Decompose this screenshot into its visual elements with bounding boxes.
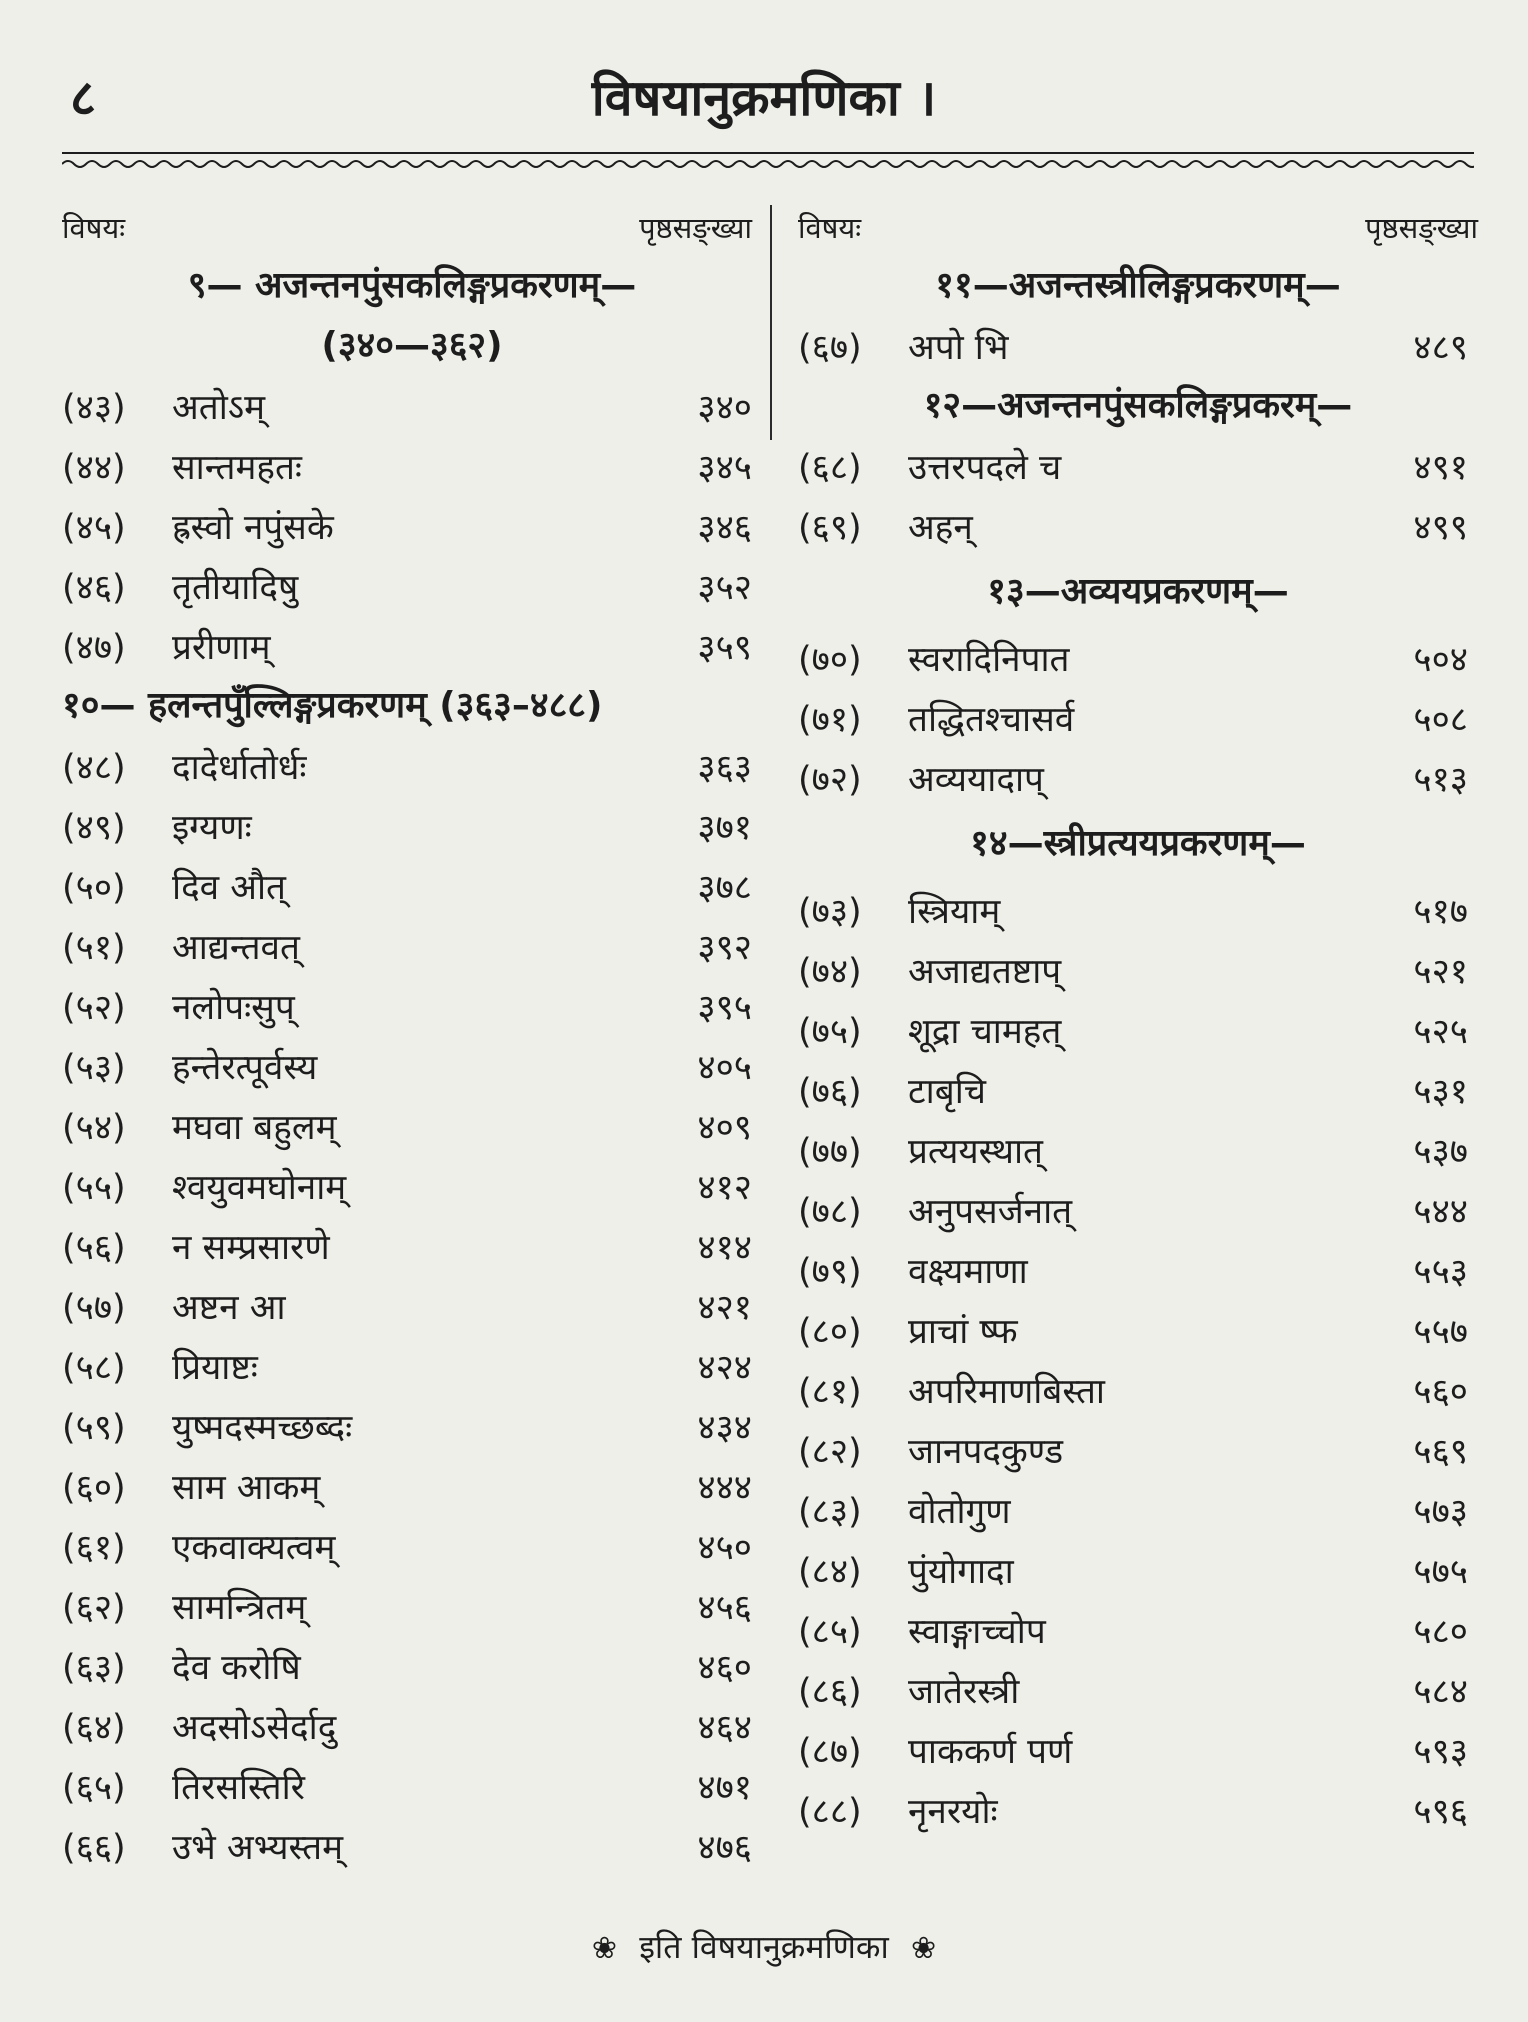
entry-title: उत्तरपदले च: [908, 447, 1062, 488]
entry-page: ४६०: [697, 1647, 752, 1688]
list-item: [798, 1060, 1478, 1120]
entry-number: (८८): [798, 1791, 862, 1832]
entry-title: प्रियाष्टः: [172, 1347, 258, 1388]
entry-title: अनुपसर्जनात्: [908, 1191, 1073, 1232]
entry-number: (७६): [798, 1071, 862, 1112]
entry-page: ५५७: [1413, 1311, 1468, 1352]
list-item: [62, 376, 762, 436]
entry-title: मघवा बहुलम्: [172, 1107, 337, 1148]
entry-title: दिव औत्: [172, 867, 286, 908]
entry-list: [798, 628, 1478, 808]
entry-number: (५५): [62, 1167, 126, 1208]
entry-title: प्ररीणाम्: [172, 627, 271, 668]
list-item: [62, 1516, 762, 1576]
entry-number: (५०): [62, 867, 126, 908]
entry-title: जानपदकुण्ड: [908, 1431, 1064, 1472]
entry-title: सामन्त्रितम्: [172, 1587, 307, 1628]
entry-number: (६९): [798, 507, 862, 548]
flower-ornament-icon: ❀: [591, 1931, 618, 1966]
list-item: [798, 1300, 1478, 1360]
entry-page: ४५०: [697, 1527, 752, 1568]
entry-title: अदसोऽसेर्दादु: [172, 1707, 337, 1748]
entry-page: ३४६: [697, 507, 752, 548]
list-item: [798, 628, 1478, 688]
entry-page: ३५९: [697, 627, 752, 668]
footer: [0, 1925, 1528, 1968]
entry-title: अपो भि: [908, 327, 1009, 368]
list-item: [798, 1180, 1478, 1240]
list-item: [62, 1816, 762, 1876]
section-heading: १२—अजन्तनपुंसकलिङ्गप्रकरम्—: [923, 385, 1353, 426]
entry-page: ५६०: [1413, 1371, 1468, 1412]
entry-page: ५४४: [1413, 1191, 1468, 1232]
entry-number: (७१): [798, 699, 862, 740]
entry-number: (७८): [798, 1191, 862, 1232]
list-item: [798, 1000, 1478, 1060]
list-item: [62, 1036, 762, 1096]
list-item: [798, 1480, 1478, 1540]
entry-page: ५३१: [1413, 1071, 1468, 1112]
entry-number: (७७): [798, 1131, 862, 1172]
list-item: [62, 736, 762, 796]
entry-number: (६८): [798, 447, 862, 488]
entry-page: ४२४: [697, 1347, 752, 1388]
section-heading: १३—अव्ययप्रकरणम्—: [987, 571, 1289, 612]
entry-number: (४६): [62, 567, 126, 608]
entry-number: (७२): [798, 759, 862, 800]
entry-title: एकवाक्यत्वम्: [172, 1527, 336, 1568]
entry-page: ४३४: [697, 1407, 752, 1448]
entry-number: (५८): [62, 1347, 126, 1388]
section-heading: ११—अजन्तस्त्रीलिङ्गप्रकरणम्—: [935, 265, 1341, 306]
entry-page: ३५२: [697, 567, 752, 608]
entry-number: (६४): [62, 1707, 126, 1748]
list-item: [798, 436, 1478, 496]
entry-title: तिरसस्तिरि: [172, 1767, 306, 1808]
list-item: [62, 1576, 762, 1636]
list-item: [798, 1120, 1478, 1180]
entry-page: ४४४: [697, 1467, 752, 1508]
list-item: [62, 1336, 762, 1396]
entry-title: आद्यन्तवत्: [172, 927, 300, 968]
entry-page: ५३७: [1413, 1131, 1468, 1172]
entry-number: (८२): [798, 1431, 862, 1472]
entry-page: ५९३: [1413, 1731, 1468, 1772]
list-item: [798, 748, 1478, 808]
entry-title: अष्टन आ: [172, 1287, 286, 1328]
list-item: [798, 1600, 1478, 1660]
list-item: [62, 1216, 762, 1276]
entry-number: (५४): [62, 1107, 126, 1148]
entry-list: [798, 436, 1478, 556]
entry-page: ३९५: [697, 987, 752, 1028]
column-divider: [770, 205, 772, 440]
entry-list: [62, 736, 762, 1876]
entry-title: सान्तमहतः: [172, 447, 302, 488]
page-number: ८: [70, 69, 96, 127]
entry-page: ५०८: [1413, 699, 1468, 740]
entry-number: (८४): [798, 1551, 862, 1592]
list-item: [62, 616, 762, 676]
entry-page: ३९२: [697, 927, 752, 968]
left-column: [62, 200, 762, 1876]
entry-list: [798, 880, 1478, 1840]
entry-number: (६१): [62, 1527, 126, 1568]
entry-title: वक्ष्यमाणा: [908, 1251, 1028, 1292]
entry-page: ३४५: [697, 447, 752, 488]
right-column: [798, 200, 1478, 1840]
entry-number: (८७): [798, 1731, 862, 1772]
entry-page: ३४०: [697, 387, 752, 428]
list-item: [798, 1720, 1478, 1780]
entry-title: इग्यणः: [172, 807, 252, 848]
entry-page: ५१७: [1413, 891, 1468, 932]
list-item: [62, 1096, 762, 1156]
entry-number: (८५): [798, 1611, 862, 1652]
section-heading: १४—स्त्रीप्रत्ययप्रकरणम्—: [970, 823, 1306, 864]
entry-title: स्वाङ्गाच्चोप: [908, 1611, 1046, 1652]
entry-title: पुंयोगादा: [908, 1551, 1014, 1592]
list-item: [798, 880, 1478, 940]
list-item: [798, 688, 1478, 748]
entry-number: (४८): [62, 747, 126, 788]
entry-page: ४९९: [1413, 507, 1468, 548]
entry-number: (४५): [62, 507, 126, 548]
list-item: [62, 1396, 762, 1456]
entry-title: युष्मदस्मच्छब्दः: [172, 1407, 353, 1448]
entry-title: वोतोगुण: [908, 1491, 1011, 1532]
entry-number: (७९): [798, 1251, 862, 1292]
entry-number: (८३): [798, 1491, 862, 1532]
entry-title: अतोऽम्: [172, 387, 266, 428]
left-column-header: [62, 200, 762, 256]
entry-page: ५२१: [1413, 951, 1468, 992]
right-column-header: [798, 200, 1478, 256]
list-item: [62, 1756, 762, 1816]
entry-number: (८०): [798, 1311, 862, 1352]
entry-number: (४९): [62, 807, 126, 848]
entry-page: ४२१: [697, 1287, 752, 1328]
entry-page: ५७३: [1413, 1491, 1468, 1532]
list-item: [798, 1420, 1478, 1480]
list-item: [798, 1660, 1478, 1720]
entry-page: ४६४: [697, 1707, 752, 1748]
entry-number: (४४): [62, 447, 126, 488]
list-item: [62, 796, 762, 856]
entry-page: ५८४: [1413, 1671, 1468, 1712]
entry-title: अहन्: [908, 507, 973, 548]
list-item: [62, 1156, 762, 1216]
entry-number: (५६): [62, 1227, 126, 1268]
entry-title: प्रत्ययस्थात्: [908, 1131, 1043, 1172]
entry-page: ३७८: [697, 867, 752, 908]
entry-list: [62, 376, 762, 676]
list-item: [798, 316, 1478, 376]
entry-number: (६६): [62, 1827, 126, 1868]
entry-title: नृनरयोः: [908, 1791, 998, 1832]
entry-number: (६३): [62, 1647, 126, 1688]
entry-number: (८१): [798, 1371, 862, 1412]
entry-title: तद्धितश्चासर्व: [908, 699, 1075, 740]
list-item: [62, 1276, 762, 1336]
footer-text: इति विषयानुक्रमणिका: [639, 1928, 889, 1966]
entry-page: ४५६: [697, 1587, 752, 1628]
entry-number: (५७): [62, 1287, 126, 1328]
entry-title: श्वयुवमघोनाम्: [172, 1167, 347, 1208]
entry-number: (५१): [62, 927, 126, 968]
entry-title: पाककर्ण पर्ण: [908, 1731, 1073, 1772]
entry-title: जातेरस्त्री: [908, 1671, 1020, 1712]
entry-number: (७४): [798, 951, 862, 992]
section-heading: १०— हलन्तपुँल्लिङ्गप्रकरणम् (३६३–४८८): [62, 685, 603, 726]
entry-title: न सम्प्रसारणे: [172, 1227, 330, 1268]
entry-title: स्त्रियाम्: [908, 891, 1001, 932]
page-count-header: पृष्ठसङ्ख्या: [639, 211, 752, 245]
entry-page: ५९६: [1413, 1791, 1468, 1832]
entry-page: ३६३: [697, 747, 752, 788]
entry-title: साम आकम्: [172, 1467, 321, 1508]
entry-page: ५०४: [1413, 639, 1468, 680]
entry-page: ४०५: [697, 1047, 752, 1088]
entry-page: ४१४: [697, 1227, 752, 1268]
entry-number: (७०): [798, 639, 862, 680]
entry-number: (५३): [62, 1047, 126, 1088]
entry-title: प्राचां ष्फ: [908, 1311, 1018, 1352]
section-page-range: (३४०—३६२): [321, 325, 503, 366]
entry-title: शूद्रा चामहत्: [908, 1011, 1062, 1052]
entry-page: ५५३: [1413, 1251, 1468, 1292]
entry-title: ह्रस्वो नपुंसके: [172, 507, 334, 548]
list-item: [62, 856, 762, 916]
page-title: विषयानुक्रमणिका ।: [591, 69, 937, 127]
entry-number: (६७): [798, 327, 862, 368]
list-item: [62, 556, 762, 616]
list-item: [62, 1456, 762, 1516]
entry-title: देव करोषि: [172, 1647, 301, 1688]
page-count-header: पृष्ठसङ्ख्या: [1365, 211, 1478, 245]
entry-number: (८६): [798, 1671, 862, 1712]
entry-title: दादेर्धातोर्धः: [172, 747, 307, 788]
entry-number: (६०): [62, 1467, 126, 1508]
entry-title: हन्तेरत्पूर्वस्य: [172, 1047, 318, 1088]
entry-title: तृतीयादिषु: [172, 567, 299, 608]
entry-title: अपरिमाणबिस्ता: [908, 1371, 1105, 1412]
list-item: [798, 1540, 1478, 1600]
list-item: [798, 496, 1478, 556]
entry-number: (६२): [62, 1587, 126, 1628]
entry-page: ५२५: [1413, 1011, 1468, 1052]
subject-header: विषयः: [62, 211, 126, 245]
entry-title: नलोपःसुप्: [172, 987, 295, 1028]
entry-number: (४७): [62, 627, 126, 668]
entry-number: (५९): [62, 1407, 126, 1448]
entry-title: अजाद्यतष्टाप्: [908, 951, 1062, 992]
entry-number: (७५): [798, 1011, 862, 1052]
entry-page: ४७६: [697, 1827, 752, 1868]
entry-page: ५६९: [1413, 1431, 1468, 1472]
list-item: [798, 1780, 1478, 1840]
entry-title: अव्ययादाप्: [908, 759, 1044, 800]
wavy-rule-divider: [62, 150, 1474, 174]
entry-number: (५२): [62, 987, 126, 1028]
entry-page: ४९१: [1413, 447, 1468, 488]
entry-page: ५१३: [1413, 759, 1468, 800]
entry-page: ४८९: [1413, 327, 1468, 368]
list-item: [62, 1636, 762, 1696]
entry-number: (६५): [62, 1767, 126, 1808]
entry-title: टाबृचि: [908, 1071, 986, 1112]
list-item: [62, 1696, 762, 1756]
entry-page: ४१२: [697, 1167, 752, 1208]
section-heading: ९— अजन्तनपुंसकलिङ्गप्रकरणम्—: [187, 265, 637, 306]
list-item: [62, 916, 762, 976]
list-item: [798, 1360, 1478, 1420]
entry-page: ३७१: [697, 807, 752, 848]
list-item: [62, 496, 762, 556]
entry-page: ४०९: [697, 1107, 752, 1148]
subject-header: विषयः: [798, 211, 862, 245]
entry-number: (४३): [62, 387, 126, 428]
flower-ornament-icon: ❀: [910, 1931, 937, 1966]
entry-number: (७३): [798, 891, 862, 932]
list-item: [798, 940, 1478, 1000]
list-item: [62, 976, 762, 1036]
list-item: [62, 436, 762, 496]
entry-list: [798, 316, 1478, 376]
entry-page: ५८०: [1413, 1611, 1468, 1652]
entry-page: ५७५: [1413, 1551, 1468, 1592]
entry-title: स्वरादिनिपात: [908, 639, 1070, 680]
entry-page: ४७१: [697, 1767, 752, 1808]
entry-title: उभे अभ्यस्तम्: [172, 1827, 344, 1868]
list-item: [798, 1240, 1478, 1300]
